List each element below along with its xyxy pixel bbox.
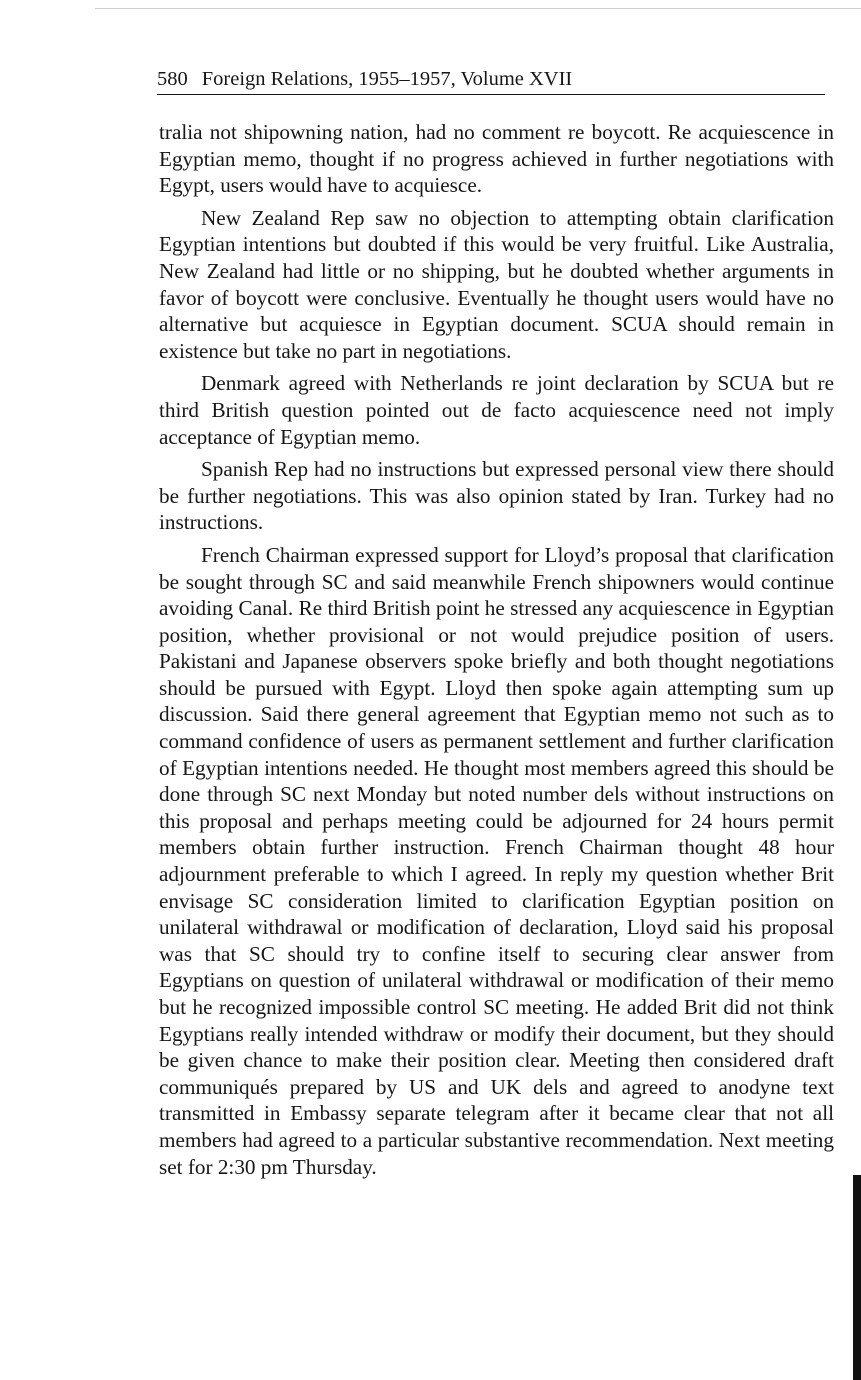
paragraph-denmark: Denmark agreed with Netherlands re joint declaration by SCUA but re third British question pointed out de facto acquiescence need not imply acceptance of Egyptian memo. bbox=[159, 371, 834, 449]
publication-title: Foreign Relations, 1955–1957, Volume XVII bbox=[201, 68, 573, 90]
paragraph-spain: Spanish Rep had no instructions but expressed personal view there should be further negotiations. This was also opinion stated by Iran. Turkey had no instructions. bbox=[159, 457, 834, 535]
paragraph-french-chairman: French Chairman expressed support for Lloyd’s proposal that clarification be sought through SC and said meanwhile French shipowners would continue avoiding Canal. Re third British point he stressed any acquiescence in Egyptian position, whether provisional or not would prejudice position of users. Pakistani and Japanese observers spoke briefly and both thought negotiations should be pursued with Egypt. Lloyd then spoke again attempting sum up discussion. Said there general agreement that Egyptian memo not such as to command confidence of users as permanent settlement and further clarification of Egyptian intentions needed. He thought most members agreed this should be done through SC next Monday but noted number dels without instructions on this proposal and perhaps meeting could be adjourned for 24 hours permit members obtain further instruction. French Chairman thought 48 hour adjournment preferable to which I agreed. In reply my question whether Brit envisage SC consideration limited to clarification Egyptian position on unilateral withdrawal or modification of declaration, Lloyd said his proposal was that SC should try to confine itself to securing clear answer from Egyptians on question of unilateral withdrawal or modification of their memo but he recognized impossible control SC meeting. He added Brit did not think Egyptians really intended withdraw or modify their document, but they should be given chance to make their position clear. Meeting then considered draft communiqués prepared by US and UK dels and agreed to anodyne text transmitted in Embassy separate telegram after it became clear that not all members had agreed to a particular substantive recommendation. Next meeting set for 2:30 pm Thursday. bbox=[159, 542, 834, 1179]
body-text bbox=[159, 119, 834, 1186]
page-number: 580 bbox=[157, 68, 188, 90]
page-edge-shadow bbox=[853, 1175, 861, 1380]
running-header bbox=[157, 66, 825, 95]
paragraph-australia-continued: tralia not shipowning nation, had no comment re boycott. Re acquiescence in Egyptian memo, thought if no progress achieved in further negotiations with Egypt, users would have to acquiesce. bbox=[159, 120, 834, 198]
page-top-rule bbox=[95, 8, 861, 9]
paragraph-new-zealand: New Zealand Rep saw no objection to attempting obtain clarification Egyptian intentions but doubted if this would be very fruitful. Like Australia, New Zealand had little or no shipping, but he doubted whether arguments in favor of boycott were conclusive. Eventually he thought users would have no alternative but acquiesce in Egyptian document. SCUA should remain in existence but take no part in negotiations. bbox=[159, 205, 834, 363]
